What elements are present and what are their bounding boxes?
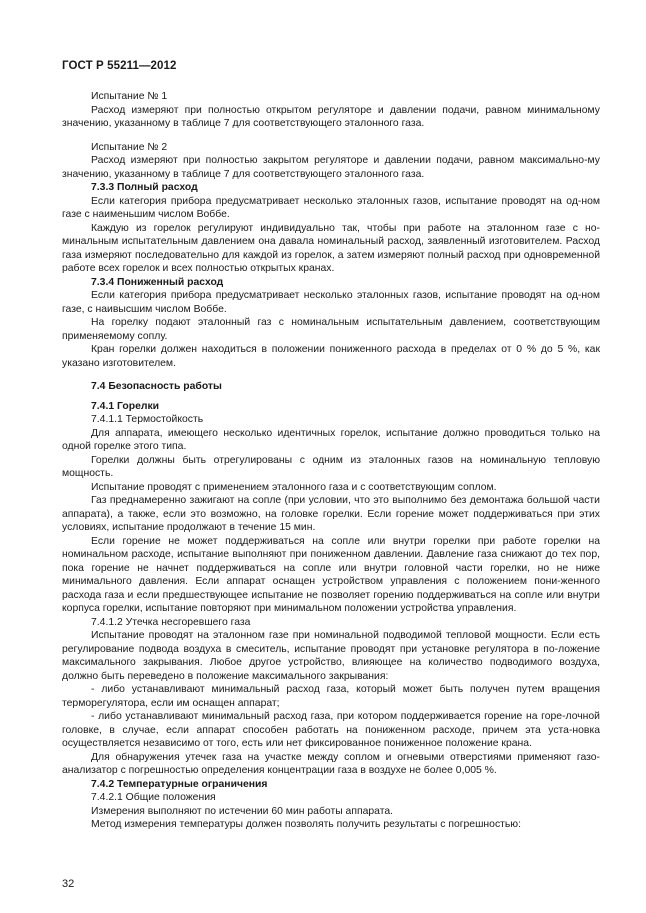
section-7-4-1-title: 7.4.1 Горелки [91,400,160,412]
test2-title: Испытание № 2 [91,141,168,153]
section-7-3-3-paragraph-2: Каждую из горелок регулируют индивидуально так, чтобы при работе на эталонном газе с но-минальным испытательным давлением она давала номинальный расход, заявленный изготовителем. Расход газа измеряют последовательно для каждой из горелок, а затем измеряют полный расход при одновременной работе всех горелок и всех полностью открытых кранах. [62,222,600,274]
section-7-4-1-2-title: 7.4.1.2 Утечка несгоревшего газа [91,616,251,628]
section-7-4-2-1-paragraph-1: Измерения выполняют по истечении 60 мин работы аппарата. [91,805,394,817]
section-7-4-1-1-title: 7.4.1.1 Термостойкость [91,414,204,425]
section-7-4-1-2-paragraph-2: Для обнаружения утечек газа на участке между соплом и огневыми отверстиями применяют газо-анализатор с погрешностью определения концентрации газа в воздухе не более 0,005 %. [62,751,600,776]
test1-text: Расход измеряют при полностью открытом регуляторе и давлении подачи, равном минимальному значению, указанному в таблице 7 для соответствующего эталонного газа. [62,104,600,129]
section-7-4-title: 7.4 Безопасность работы [91,381,222,392]
section-7-3-3-paragraph-1: Если категория прибора предусматривает несколько эталонных газов, испытание проводят на од-ном газе с наименьшим числом Воббе. [62,195,600,220]
section-7-4-1-1-paragraph-3: Испытание проводят с применением эталонного газа и с соответствующим соплом. [91,481,497,493]
standard-header: ГОСТ Р 55211—2012 [62,60,177,72]
section-7-4-2-1-title: 7.4.2.1 Общие положения [91,792,216,803]
section-7-3-4-paragraph-2: На горелку подают эталонный газ с номинальным испытательным давлением, соответствующим применяемому соплу. [62,317,600,342]
section-7-4-1-1-paragraph-2: Горелки должны быть отрегулированы с одним из эталонных газов на номинальную тепловую мощность. [62,454,600,479]
section-7-3-3-title: 7.3.3 Полный расход [91,182,198,193]
page-number: 32 [62,878,75,890]
section-7-4-1-1-paragraph-1: Для аппарата, имеющего несколько идентичных горелок, испытание должно проводиться только на одной горелке этого типа. [62,427,600,452]
section-7-3-4-title: 7.3.4 Пониженный расход [91,276,224,288]
section-7-4-1-2-paragraph-1: Испытание проводят на эталонном газе при номинальной подводимой тепловой мощности. Если есть регулирование подвода воздуха в смеситель, испытание проводят при установке регулятора в по-ложение максимального закрывания. Любое другое устройство, влияющее на количество подводимого воздуха, должно быть переведено в положение максимального закрывания: [62,630,600,682]
section-7-3-4-paragraph-1: Если категория прибора предусматривает несколько эталонных газов, испытание проводят на од-ном газе, с наивысшим числом Воббе. [62,290,600,315]
section-7-4-1-2-bullet-1: - либо устанавливают минимальный расход газа, который может быть получен путем вращения терморегулятора, если им оснащен аппарат; [62,684,600,709]
test1-title: Испытание № 1 [91,91,168,102]
section-7-3-4-paragraph-3: Кран горелки должен находиться в положении пониженного расхода в пределах от 0 % до 5 %, как указано изготовителем. [62,344,600,369]
test2-text: Расход измеряют при полностью закрытом регуляторе и давлении подачи, равном максимально-му значению, указанному в таблице 7 для соответствующего эталонного газа. [62,155,600,180]
section-7-4-2-title: 7.4.2 Температурные ограничения [91,778,268,790]
section-7-4-1-1-paragraph-4: Газ преднамеренно зажигают на сопле (при условии, что это выполнимо без демонтажа большой части аппарата), а также, если это возможно, на головке горелки. Если горение может поддерживаться при этих условиях, испытание продолжают в течение 15 мин. [62,495,600,533]
section-7-4-1-2-bullet-2: - либо устанавливают минимальный расход газа, при котором поддерживается горение на горе-лочной головке, в случае, если аппарат способен работать на пониженном расходе, причем эта уста-новка осуществляется независимо от того, есть или нет фиксированное пониженное положение крана. [62,711,600,749]
section-7-4-1-1-paragraph-5: Если горение не может поддерживаться на сопле или внутри горелки при работе горелки на номинальном расходе, испытание выполняют при пониженном давлении. Давление газа снижают до тех пор, пока горение не начнет поддерживаться на сопле или внутри головной части горелки, но не ниже минимального давления. Если аппарат оснащен устройством управления с положением пони-женного расхода газа и если предшествующее испытание не позволяет горению поддерживаться на сопле или внутри корпуса горелки, испытание повторяют при минимальном положении устройства управления. [62,535,600,614]
document-body [62,90,600,832]
section-7-4-2-1-paragraph-2: Метод измерения температуры должен позволять получить результаты с погрешностью: [91,819,521,830]
